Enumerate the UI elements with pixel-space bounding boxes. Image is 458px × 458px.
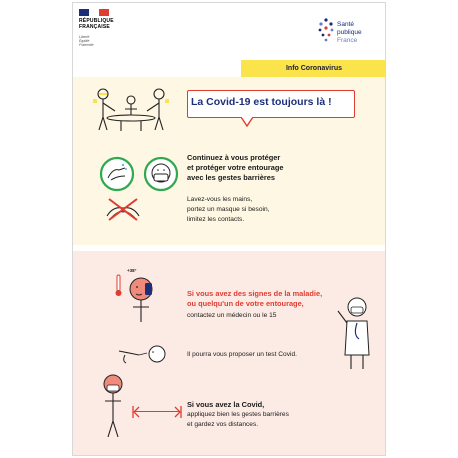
symptoms-line-1: Si vous avez des signes de la maladie, xyxy=(187,289,323,298)
no-contact-icon xyxy=(101,196,145,222)
covid-line-2: appliquez bien les gestes barrières xyxy=(187,411,289,418)
test-line: Il pourra vous proposer un test Covid. xyxy=(187,351,297,358)
covid-line-3: et gardez vos distances. xyxy=(187,421,259,428)
republique-line-2: FRANÇAISE xyxy=(79,24,110,30)
thermometer-label: +38° xyxy=(127,268,137,273)
gestures-title-3: avec les gestes barrières xyxy=(187,173,275,182)
headline-text: La Covid-19 est toujours là ! xyxy=(191,96,332,108)
bubble-tail-icon xyxy=(241,117,259,127)
france-line: France xyxy=(337,37,358,44)
info-coronavirus-tab: Info Coronavirus xyxy=(241,60,386,77)
symptoms-line-3: contactez un médecin ou le 15 xyxy=(187,312,277,319)
publique-line: publique xyxy=(337,29,362,36)
covid-line-1: Si vous avez la Covid, xyxy=(187,400,265,409)
masked-person-icon xyxy=(99,373,127,439)
sante-publique-france-logo xyxy=(317,17,386,51)
motto-line-3: Fraternité xyxy=(79,43,94,47)
motto-line-1: Liberté xyxy=(79,35,90,39)
gestures-body-2: portez un masque si besoin, xyxy=(187,206,270,213)
hand-washing-icon xyxy=(99,156,135,192)
french-flag-icon xyxy=(79,9,109,16)
republique-line-1: RÉPUBLIQUE xyxy=(79,18,114,24)
republique-francaise-logo xyxy=(79,9,139,49)
distance-arrow-heads-icon xyxy=(131,404,183,420)
gestures-title-2: et protéger votre entourage xyxy=(187,163,284,172)
gestures-title-1: Continuez à vous protéger xyxy=(187,153,281,162)
symptoms-line-2: ou quelqu'un de votre entourage, xyxy=(187,299,304,308)
doctor-icon xyxy=(335,293,375,371)
gestures-body-1: Lavez-vous les mains, xyxy=(187,196,253,203)
sante-publique-dots-icon xyxy=(317,17,335,47)
sick-person-phone-icon xyxy=(111,267,161,323)
motto-line-2: Égalité xyxy=(79,39,90,43)
covid-test-icon xyxy=(117,341,167,367)
poster xyxy=(72,2,386,456)
group-at-table-icon xyxy=(91,85,171,135)
mask-face-icon xyxy=(143,156,179,192)
gestures-body-3: limitez les contacts. xyxy=(187,216,245,223)
sante-line: Santé xyxy=(337,21,354,28)
motto xyxy=(79,35,94,47)
